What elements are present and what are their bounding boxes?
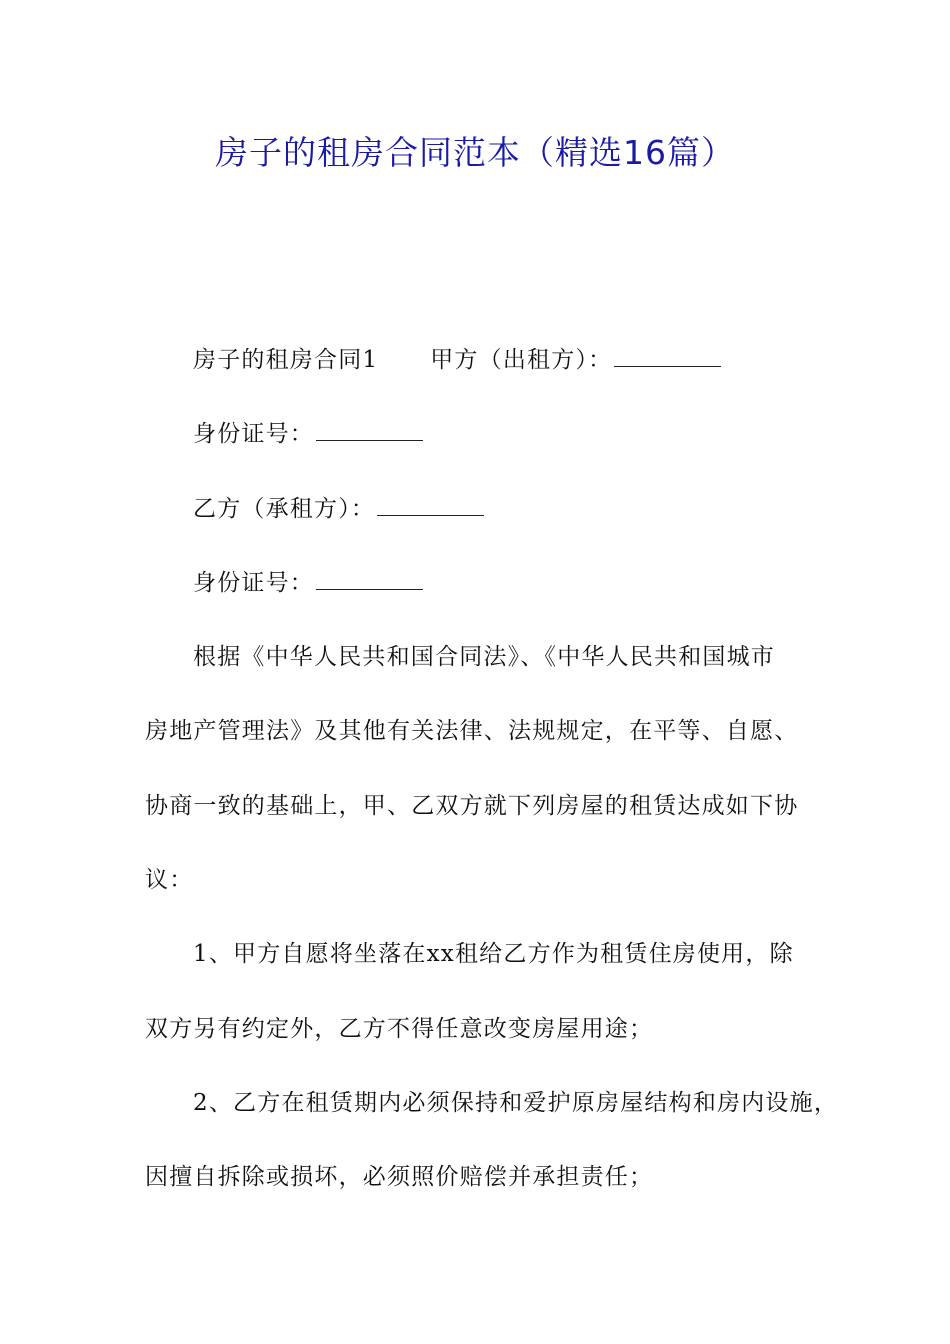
clause-2-line: 2、乙方在租赁期内必须保持和爱护原房屋结构和房内设施，: [193, 1089, 839, 1116]
clause-1-line: 双方另有约定外，乙方不得任意改变房屋用途；: [145, 1015, 654, 1042]
id-label-b: 身份证号：: [193, 569, 314, 596]
party-b-row: [145, 483, 825, 557]
clause-1-line: 1、甲方自愿将坐落在xx租给乙方作为租赁住房使用，除: [193, 941, 794, 968]
intro-line: 房地产管理法》及其他有关法律、法规规定，在平等、自愿、: [145, 718, 799, 745]
party-b-blank: [377, 501, 484, 516]
intro-line: 协商一致的基础上，甲、乙双方就下列房屋的租赁达成如下协: [145, 792, 799, 819]
intro-line: 议：: [145, 867, 194, 894]
clause-2-line: 因擅自拆除或损坏，必须照价赔偿并承担责任；: [145, 1164, 654, 1191]
id-row-b: [145, 557, 825, 631]
intro-line: 根据《中华人民共和国合同法》、《中华人民共和国城市: [193, 644, 775, 671]
id-label-a: 身份证号：: [193, 421, 314, 448]
party-b-label: 乙方（承租方）：: [193, 495, 376, 522]
id-row-a: [145, 408, 825, 482]
contract-heading: 房子的租房合同1: [193, 347, 379, 373]
heading-row: [145, 334, 825, 408]
party-a-blank: [614, 352, 721, 367]
id-a-blank: [316, 426, 423, 441]
document-body: [145, 334, 839, 1226]
id-b-blank: [316, 575, 423, 590]
party-a-label: 甲方（出租方）：: [430, 347, 613, 373]
document-title: 房子的租房合同范本（精选16篇）: [215, 133, 735, 172]
